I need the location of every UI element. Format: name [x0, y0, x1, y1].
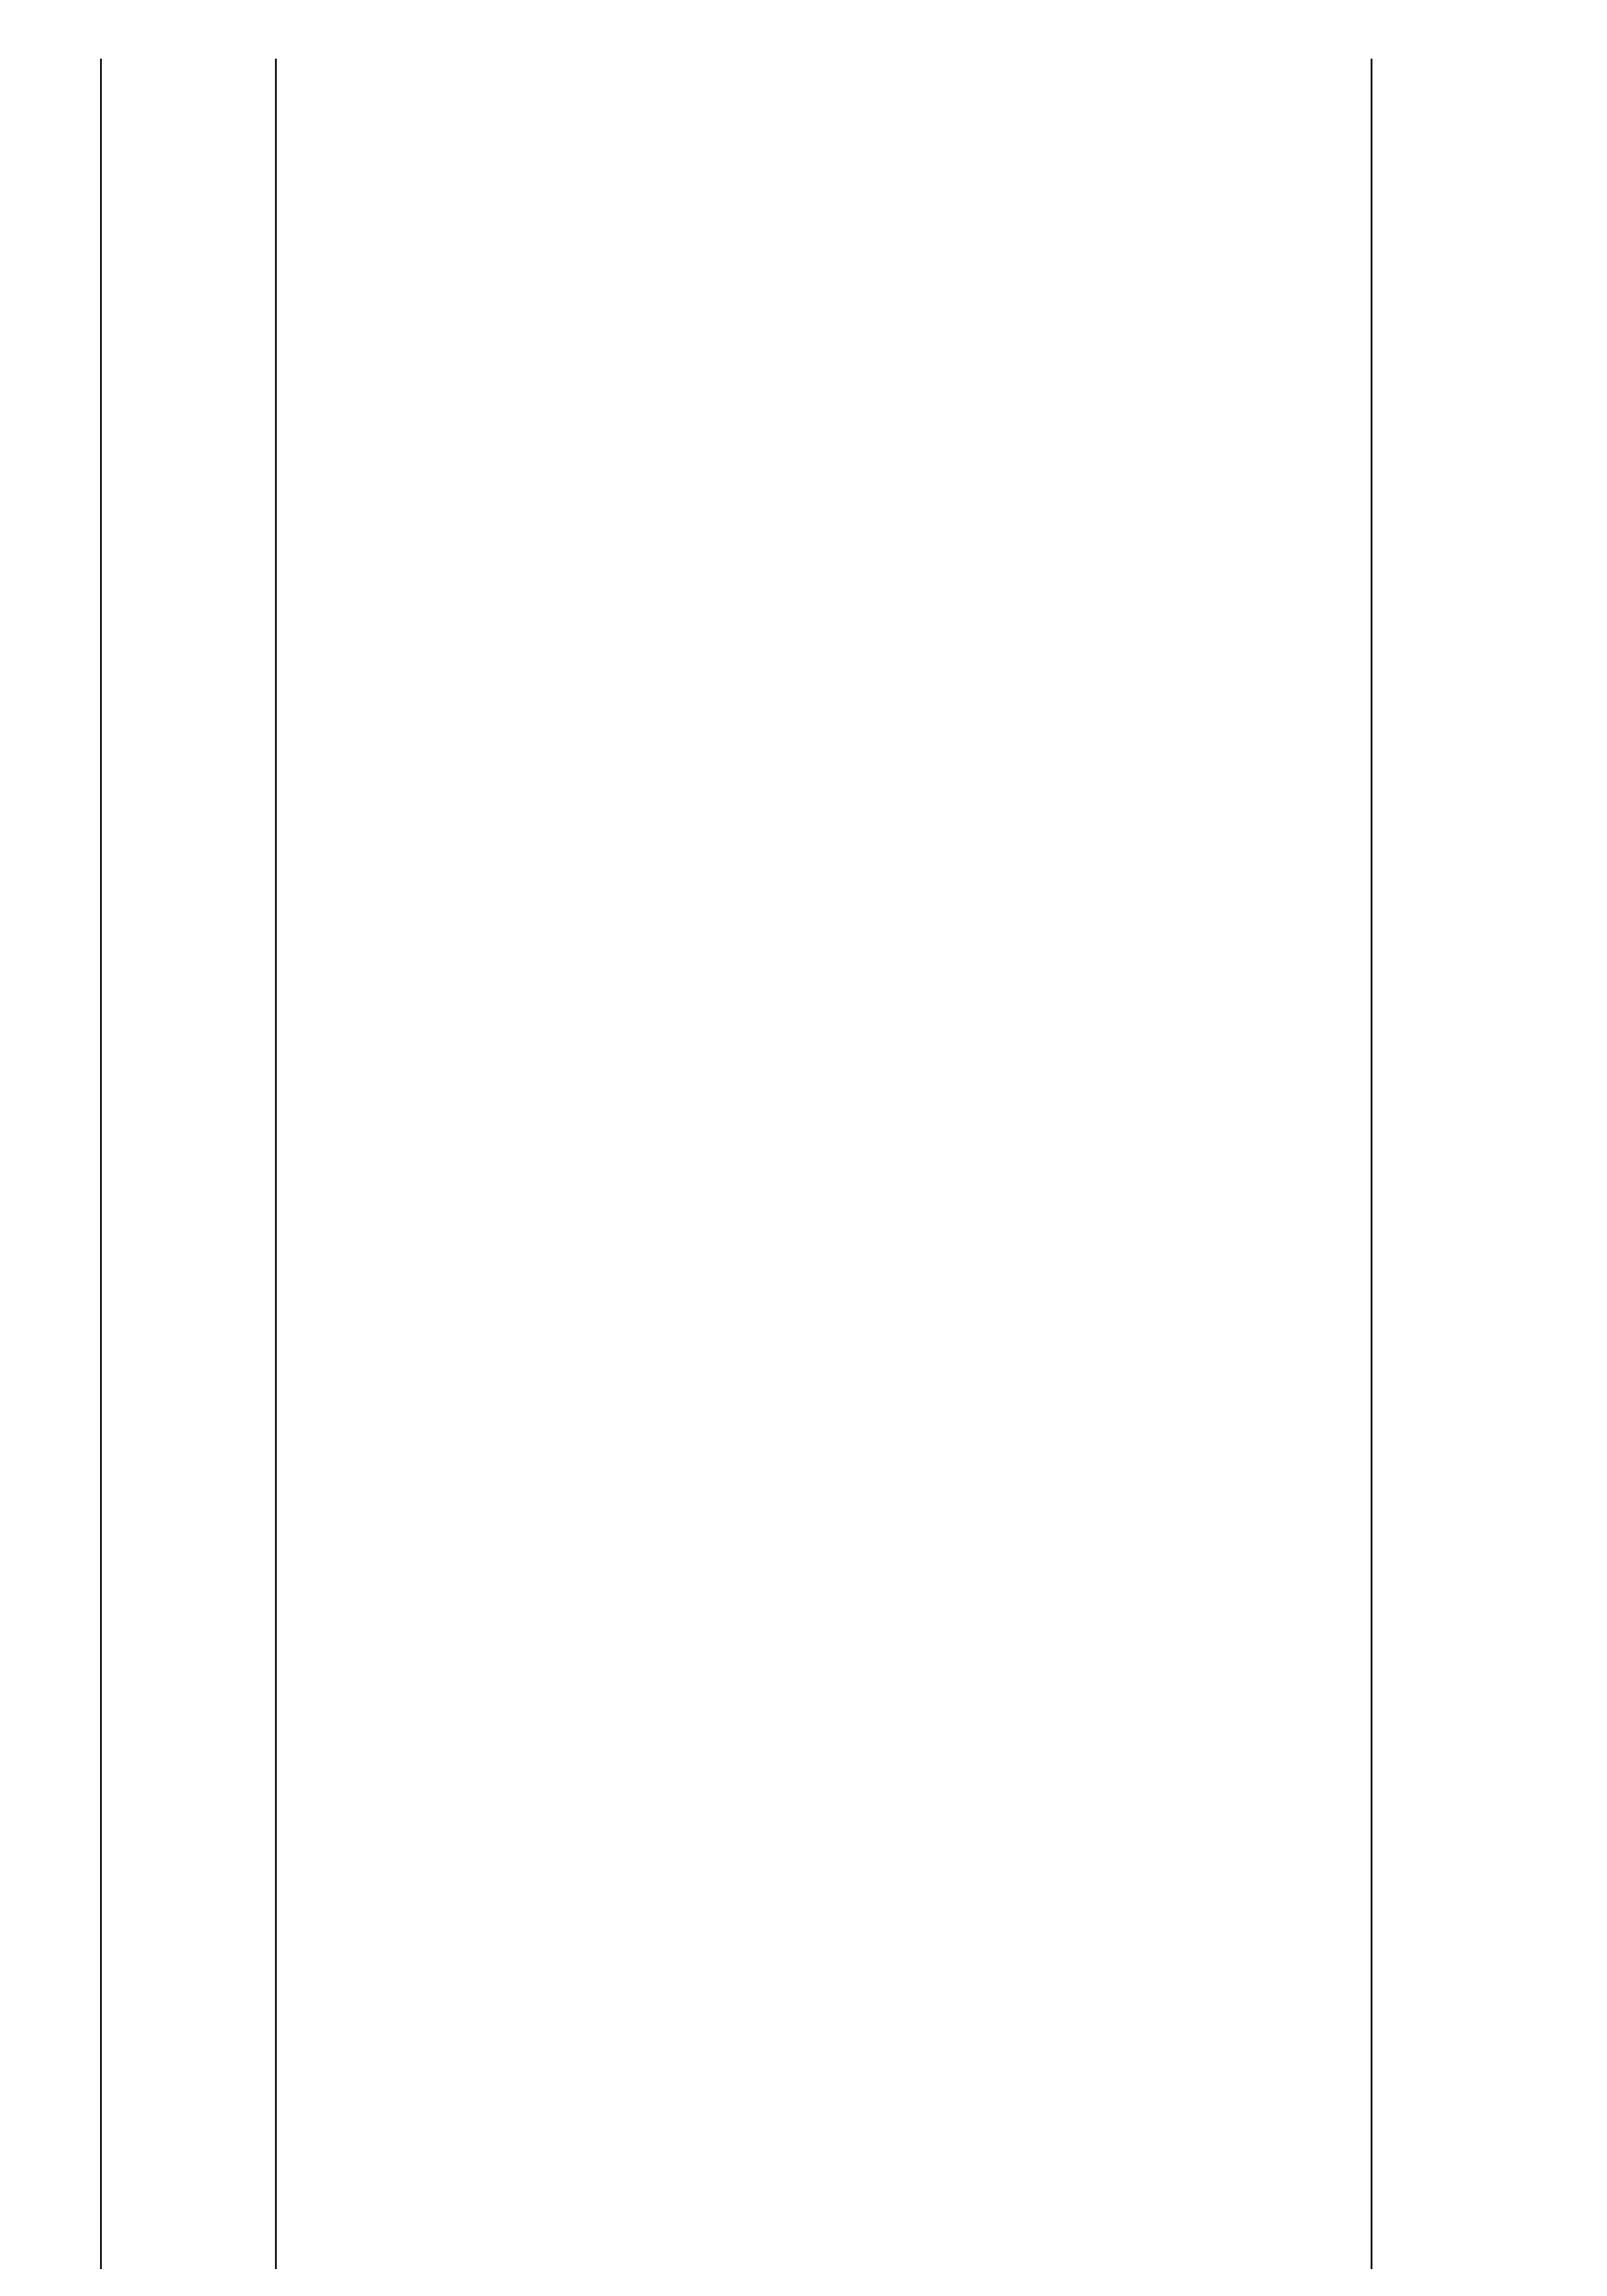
footer-rule	[1371, 59, 1372, 2269]
faturamento-line	[145, 2181, 168, 2269]
header-rule	[100, 59, 102, 2269]
columns-rule	[275, 59, 277, 2269]
periodo-line	[145, 1391, 168, 1402]
unidade-origem	[120, 2256, 143, 2269]
municipio-line	[170, 2240, 193, 2269]
